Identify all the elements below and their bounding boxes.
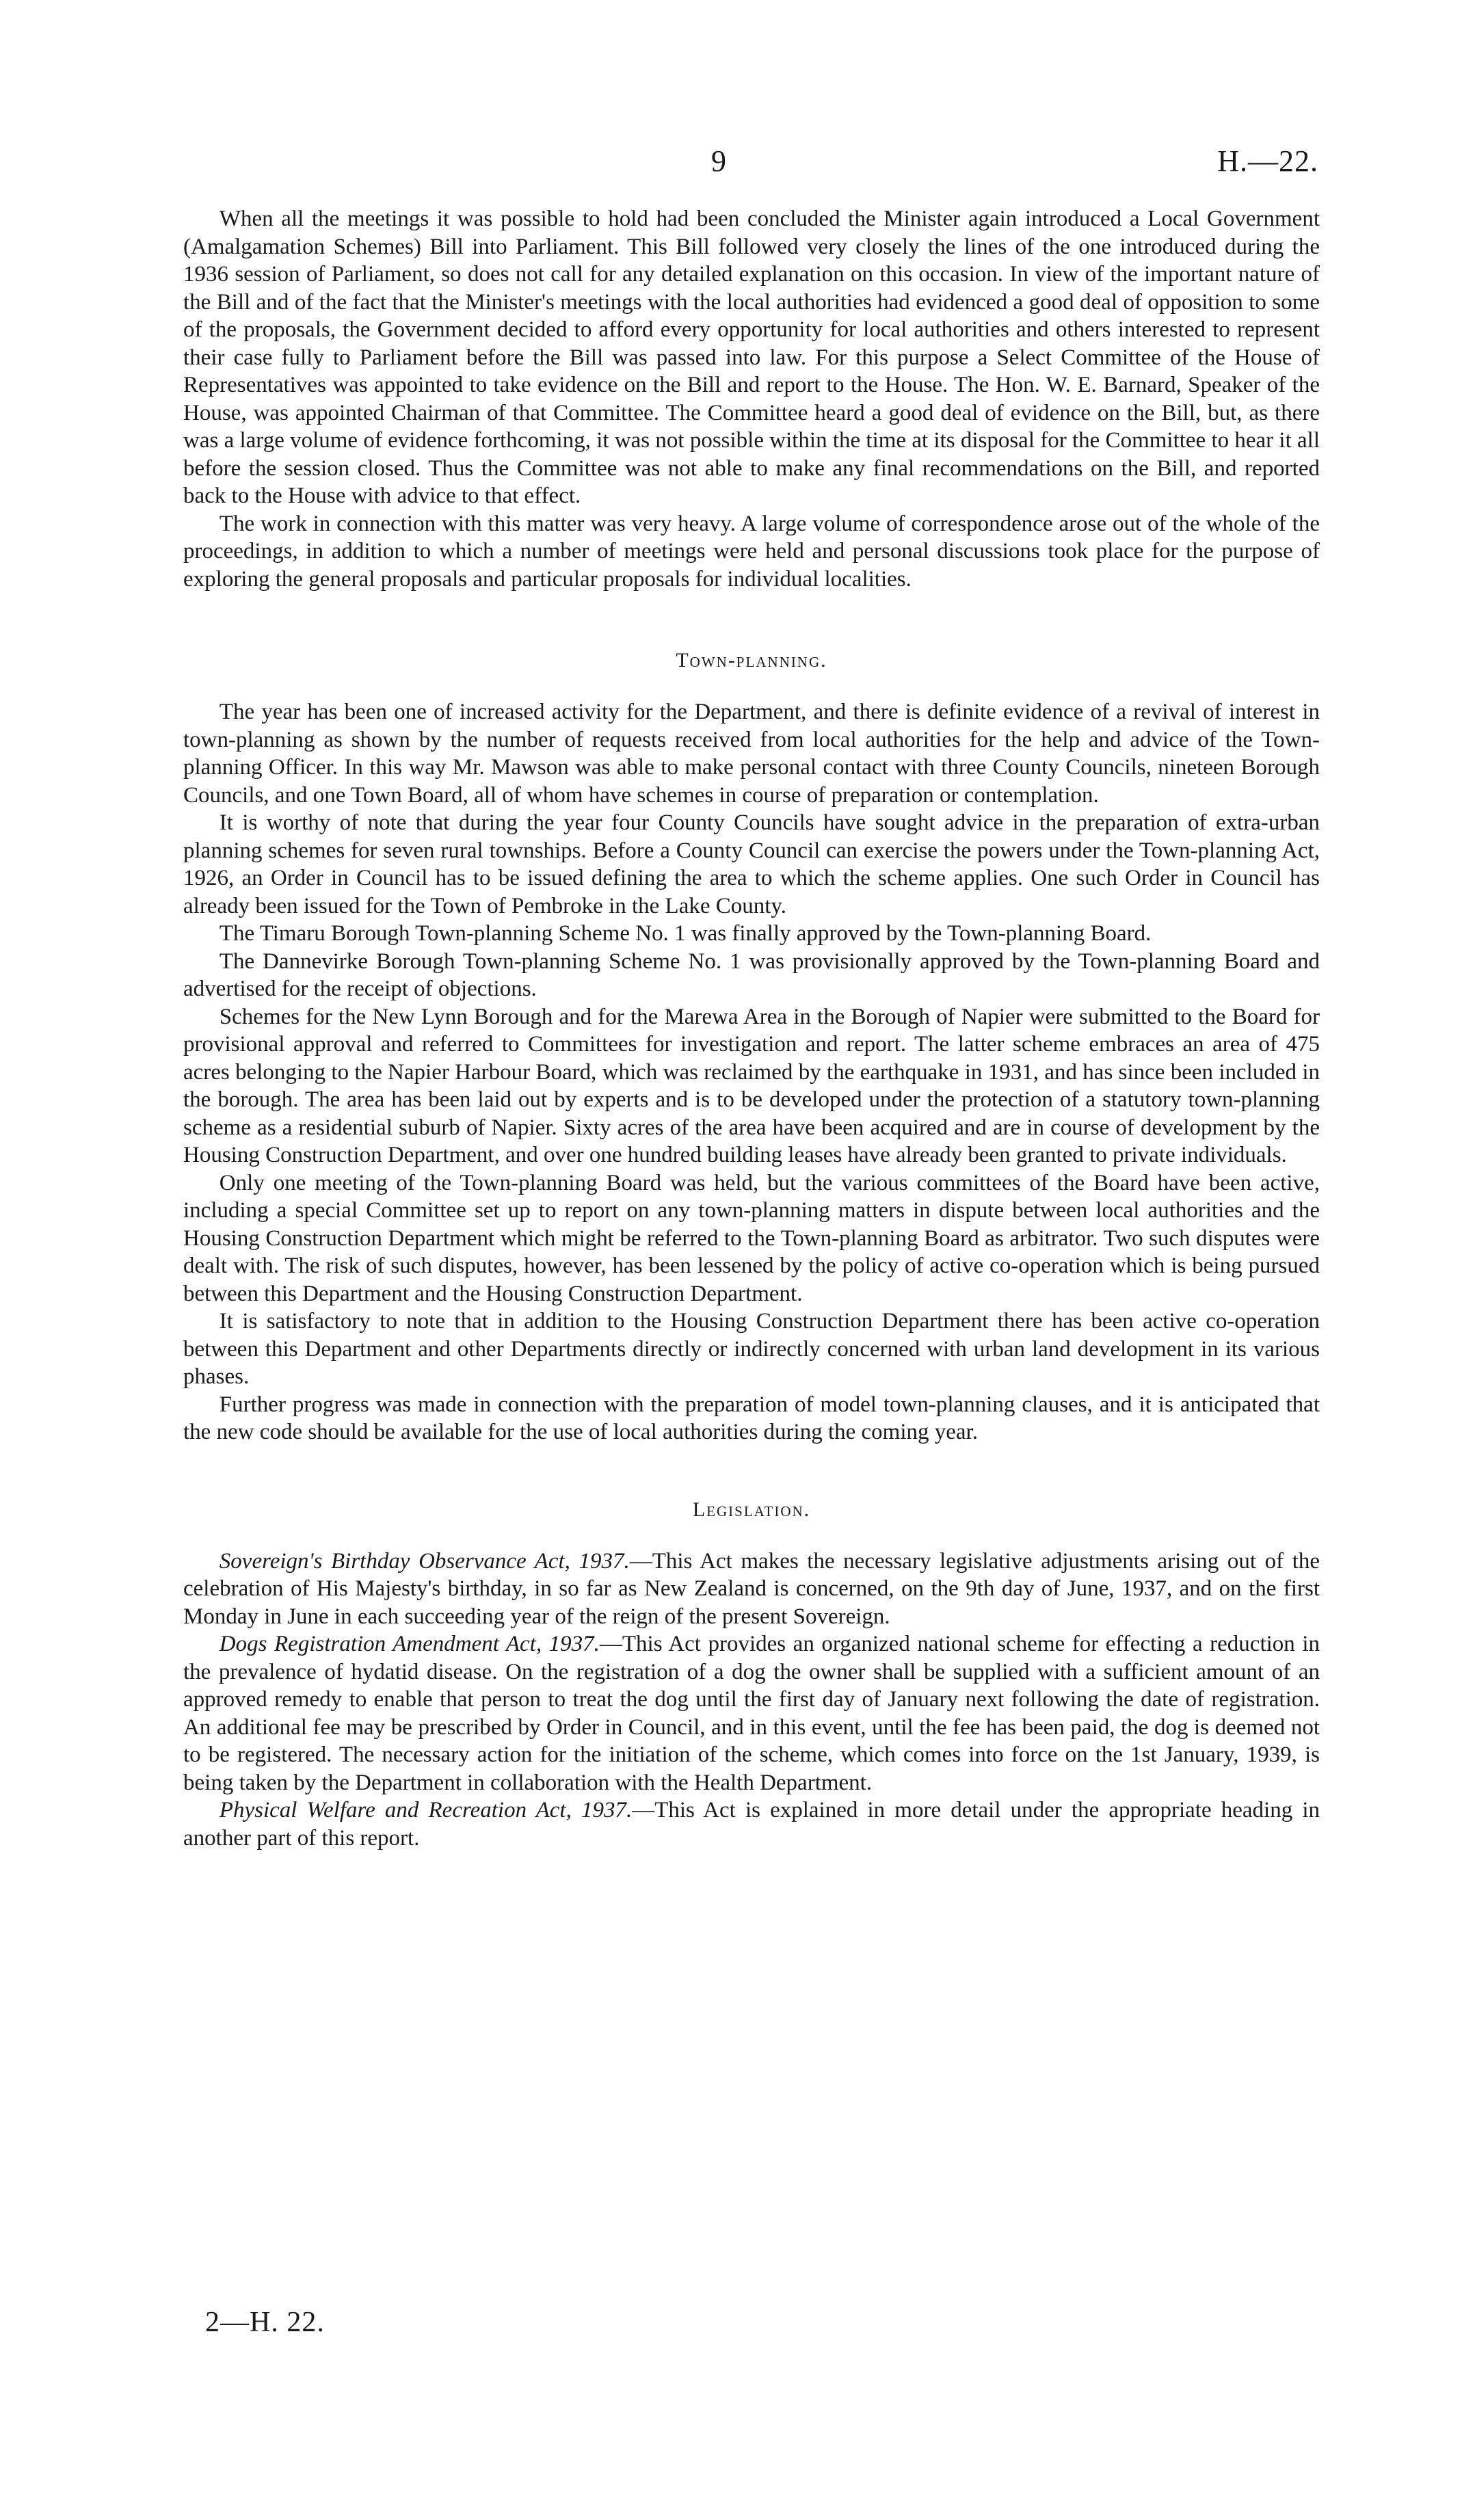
body-paragraph: The Dannevirke Borough Town-planning Scheme No. 1 was provisionally approved by the Town-planning Board and advertised for the receipt of objections. (183, 949, 1320, 1001)
act-title: Dogs Registration Amendment Act, 1937. (219, 1632, 600, 1656)
legislation-item (183, 1548, 1320, 1631)
body-paragraph: Schemes for the New Lynn Borough and for the Marewa Area in the Borough of Napier were submitted to the Board for provisional approval and referred to Committees for investigation and report. The latter scheme embraces an area of 475 acres belonging to the Napier Harbour Board, which was reclaimed by the earthquake in 1931, and has since been included in the borough. The area has been laid out by experts and is to be developed under the protection of a statutory town-planning scheme as a residential suburb of Napier. Sixty acres of the area have been acquired and are in course of development by the Housing Construction Department, and over one hundred building leases have already been granted to private individuals. (183, 1004, 1320, 1167)
body-paragraph: The year has been one of increased activity for the Department, and there is definite evidence of a revival of interest in town-planning as shown by the number of requests received from local authorities for the help and advice of the Town-planning Officer. In this way Mr. Mawson was able to make personal contact with three County Councils, nineteen Borough Councils, and one Town Board, all of whom have schemes in course of preparation or contemplation. (183, 700, 1320, 808)
body-paragraph: It is satisfactory to note that in addition to the Housing Construction Department there has been active co-operation between this Department and other Departments directly or indirectly concerned with urban land development in its various phases. (183, 1309, 1320, 1389)
legislation-item (183, 1630, 1320, 1796)
act-description: —This Act is explained in more detail under the appropriate heading in another part of this report. (183, 1798, 1320, 1851)
body-paragraph: Further progress was made in connection with the preparation of model town-planning clauses, and it is anticipated that the new code should be available for the use of local authorities during the coming year. (183, 1392, 1320, 1444)
page-number: 9 (711, 144, 726, 178)
legislation-item (183, 1796, 1320, 1852)
act-description: —This Act makes the necessary legislative adjustments arising out of the celebration of His Majesty's birthday, in so far as New Zealand is concerned, on the 9th day of June, 1937, and on the first Monday in June in each succeeding year of the reign of the present Sovereign. (183, 1548, 1320, 1629)
document-reference: H.—22. (1217, 144, 1318, 178)
act-title: Sovereign's Birthday Observance Act, 1937. (219, 1548, 630, 1574)
body-paragraph: The work in connection with this matter was very heavy. A large volume of correspondence arose out of the whole of the proceedings, in addition to which a number of meetings were held and personal discussions took place for the purpose of exploring the general proposals and particular proposals for individual localities. (183, 511, 1320, 592)
body-paragraph: It is worthy of note that during the year four County Councils have sought advice in the preparation of extra-urban planning schemes for seven rural townships. Before a County Council can exercise the powers under the Town-planning Act, 1926, an Order in Council has to be issued defining the area to which the scheme applies. One such Order in Council has already been issued for the Town of Pembroke in the Lake County. (183, 810, 1320, 918)
page-header (0, 144, 1462, 185)
act-description: —This Act provides an organized national scheme for effecting a reduction in the prevalence of hydatid disease. On the registration of a dog the owner shall be supplied with a sufficient amount of an approved remedy to enable that person to treat the dog until the first day of January next following the date of registration. An additional fee may be prescribed by Order in Council, and in this event, until the fee has been paid, the dog is deemed not to be registered. The necessary action for the initiation of the scheme, which comes into force on the 1st January, 1939, is being taken by the Department in collaboration with the Health Department. (183, 1632, 1320, 1795)
act-title: Physical Welfare and Recreation Act, 1937. (219, 1798, 633, 1822)
body-paragraph: When all the meetings it was possible to hold had been concluded the Minister again introduced a Local Government (Amalgamation Schemes) Bill into Parliament. This Bill followed very closely the lines of the one introduced during the 1936 session of Parliament, so does not call for any detailed explanation on this occasion. In view of the important nature of the Bill and of the fact that the Minister's meetings with the local authorities had evidenced a good deal of opposition to some of the proposals, the Government decided to afford every opportunity for local authorities and others interested to represent their case fully to Parliament before the Bill was passed into law. For this purpose a Select Committee of the House of Representatives was appointed to take evidence on the Bill and report to the House. The Hon. W. E. Barnard, Speaker of the House, was appointed Chairman of that Committee. The Committee heard a good deal of evidence on the Bill, but, as there was a large volume of evidence forthcoming, it was not possible within the time at its disposal for the Committee to hear it all before the session closed. Thus the Committee was not able to make any final recommendations on the Bill, and reported back to the House with advice to that effect. (183, 207, 1320, 508)
section-heading-legislation: Legislation. (692, 1498, 811, 1521)
page-body (183, 205, 1320, 1852)
page-footer-signature: 2—H. 22. (205, 2307, 325, 2338)
body-paragraph: Only one meeting of the Town-planning Board was held, but the various committees of the Board have been active, including a special Committee set up to report on any town-planning matters in dispute between local authorities and the Housing Construction Department which might be referred to the Town-planning Board as arbitrator. Two such disputes were dealt with. The risk of such disputes, however, has been lessened by the policy of active co-operation which is being pursued between this Department and the Housing Construction Department. (183, 1170, 1320, 1306)
body-paragraph: The Timaru Borough Town-planning Scheme No. 1 was finally approved by the Town-planning Board. (219, 921, 1152, 946)
section-heading-town-planning: Town-planning. (676, 649, 827, 672)
